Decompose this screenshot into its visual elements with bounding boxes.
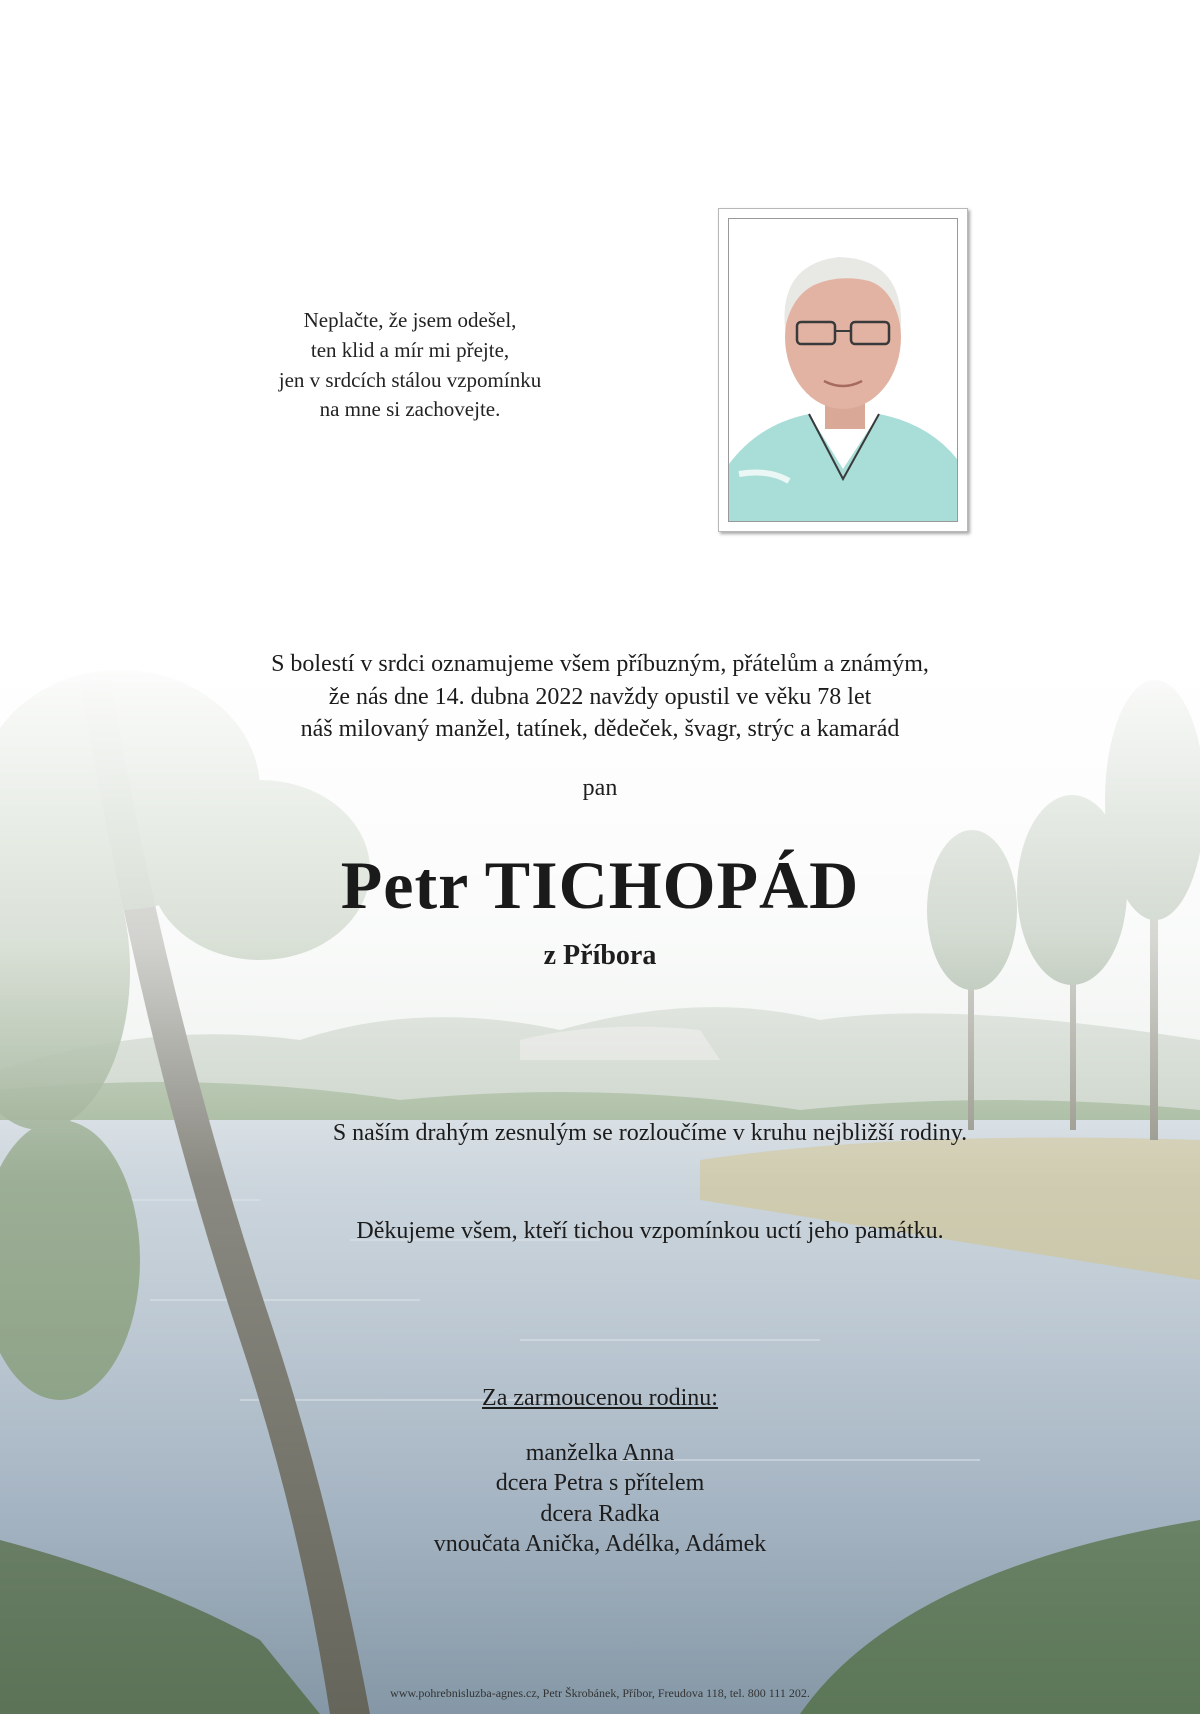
family-members-list bbox=[300, 1438, 900, 1560]
announcement-text bbox=[150, 648, 1050, 746]
portrait-photo bbox=[728, 218, 958, 522]
family-member: dcera Petra s přítelem bbox=[495, 1470, 705, 1497]
portrait-frame bbox=[718, 208, 968, 532]
announcement-line: že nás dne 14. dubna 2022 navždy opustil ve věku 78 let bbox=[328, 683, 872, 710]
farewell-note: S naším drahým zesnulým se rozloučíme v kruhu nejbližší rodiny. bbox=[332, 1120, 968, 1146]
poem-line: ten klid a mír mi přejte, bbox=[310, 337, 510, 362]
deceased-name: Petr TICHOPÁD bbox=[340, 847, 860, 923]
deceased-origin: z Příbora bbox=[543, 940, 657, 971]
memorial-poem bbox=[200, 306, 620, 425]
thanks-note: Děkujeme všem, kteří tichou vzpomínkou uctí jeho památku. bbox=[356, 1218, 944, 1244]
family-member: vnoučata Anička, Adélka, Adámek bbox=[433, 1531, 767, 1558]
family-heading: Za zarmoucenou rodinu: bbox=[482, 1385, 718, 1411]
honorific: pan bbox=[582, 775, 618, 801]
funeral-service-footer: www.pohrebnisluzba-agnes.cz, Petr Škrobánek, Příbor, Freudova 118, tel. 800 111 202. bbox=[390, 1686, 810, 1700]
poem-line: jen v srdcích stálou vzpomínku bbox=[278, 367, 542, 392]
poem-line: na mne si zachovejte. bbox=[319, 397, 501, 422]
poem-line: Neplačte, že jsem odešel, bbox=[303, 308, 517, 332]
announcement-line: S bolestí v srdci oznamujeme všem příbuzným, přátelům a známým, bbox=[271, 651, 929, 677]
family-member: dcera Radka bbox=[540, 1500, 660, 1527]
announcement-line: náš milovaný manžel, tatínek, dědeček, švagr, strýc a kamarád bbox=[300, 716, 900, 743]
family-member: manželka Anna bbox=[525, 1440, 675, 1466]
